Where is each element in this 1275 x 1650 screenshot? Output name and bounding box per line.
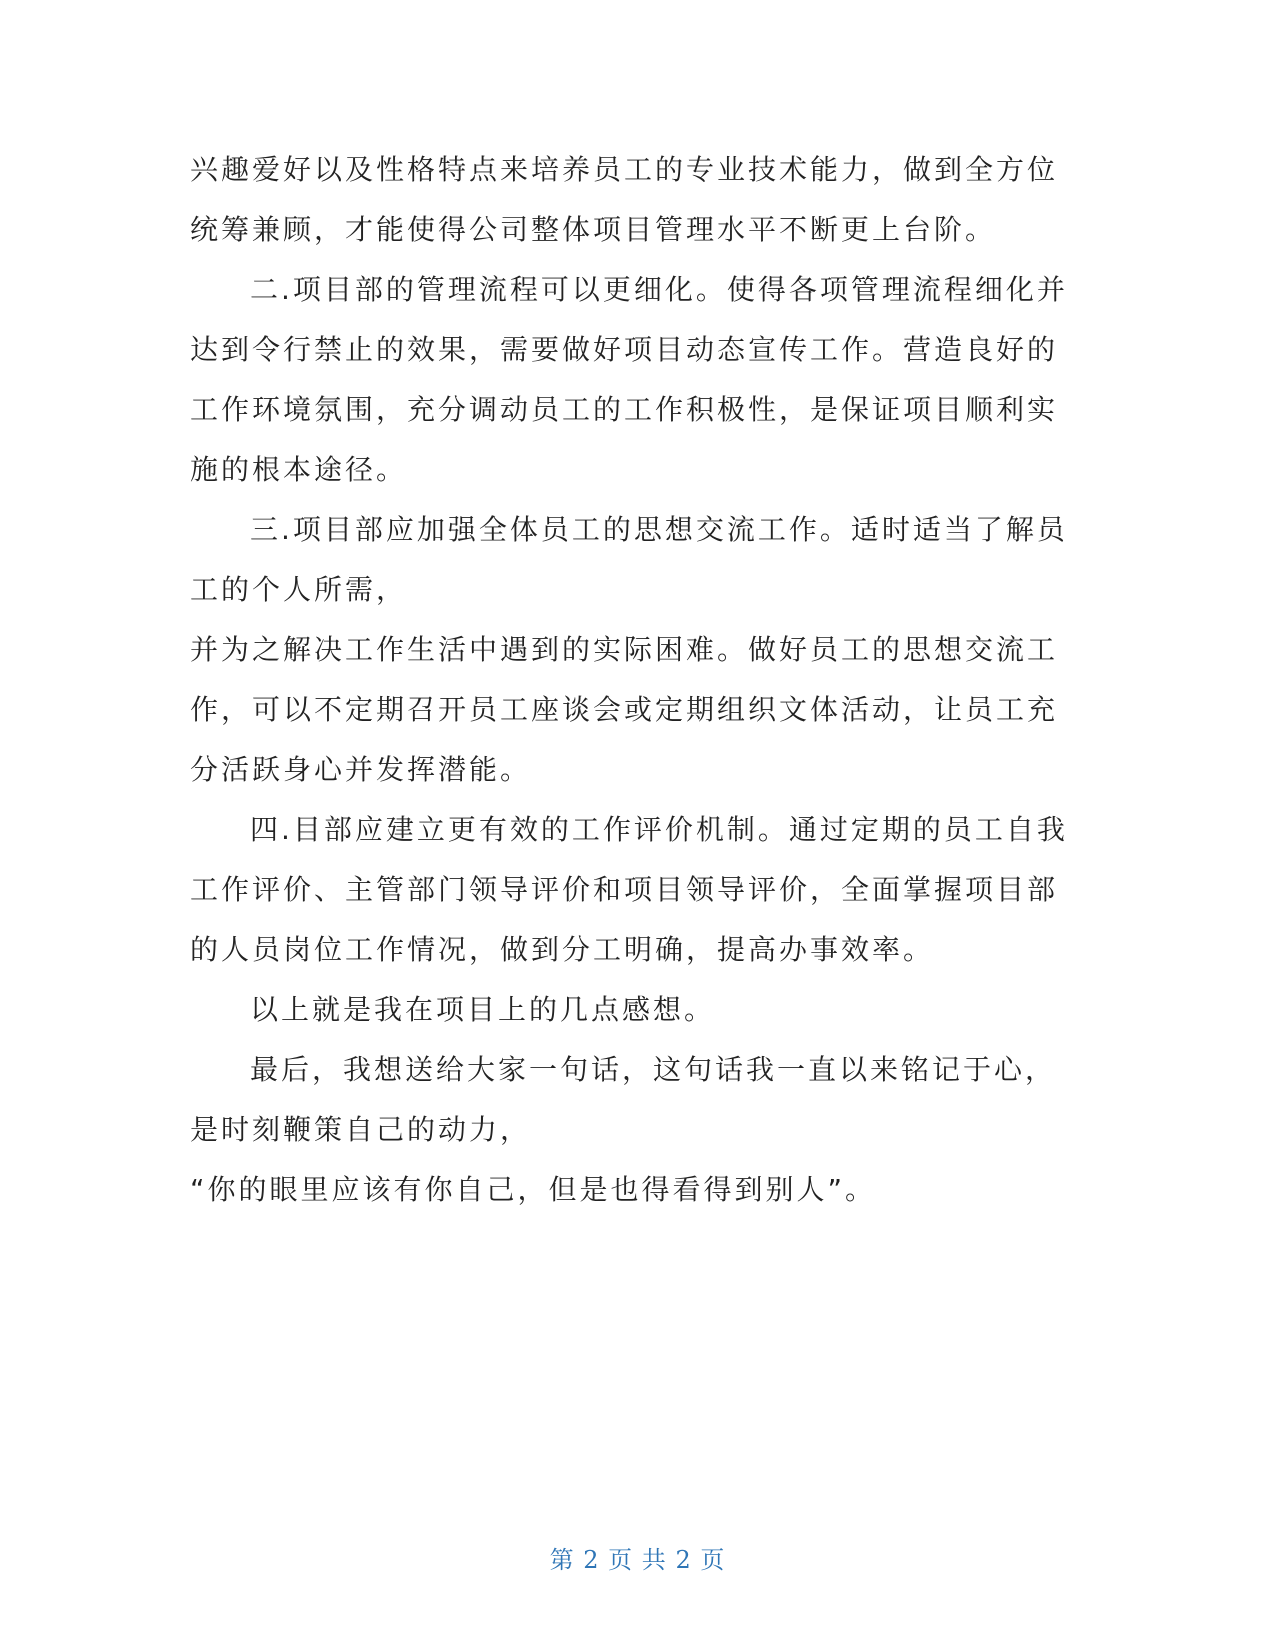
paragraph-start-line: 四.目部应建立更有效的工作评价机制。通过定期的员工自我 (250, 813, 1068, 846)
text-line: 施的根本途径。 (190, 453, 408, 486)
paragraph-start-line: 最后，我想送给大家一句话，这句话我一直以来铭记于心， (250, 1053, 1057, 1086)
text-line: 兴趣爱好以及性格特点来培养员工的专业技术能力，做到全方位 (190, 153, 1059, 186)
quote-line: “你的眼里应该有你自己，但是也得看得到别人”。 (190, 1173, 877, 1206)
text-line: 并为之解决工作生活中遇到的实际困难。做好员工的思想交流工 (190, 633, 1059, 666)
paragraph-start-line: 三.项目部应加强全体员工的思想交流工作。适时适当了解员 (250, 513, 1068, 546)
document-body (190, 140, 1090, 1220)
page-number-footer: 第 2 页 共 2 页 (549, 1546, 726, 1574)
text-line: 的人员岗位工作情况，做到分工明确，提高办事效率。 (190, 933, 935, 966)
text-line: 作，可以不定期召开员工座谈会或定期组织文体活动，让员工充 (190, 693, 1059, 726)
text-line: 分活跃身心并发挥潜能。 (190, 753, 532, 786)
text-line: 工的个人所需， (190, 573, 408, 606)
paragraph-start-line: 二.项目部的管理流程可以更细化。使得各项管理流程细化并 (250, 273, 1068, 306)
text-line: 是时刻鞭策自己的动力， (190, 1113, 532, 1146)
text-line: 工作评价、主管部门领导评价和项目领导评价，全面掌握项目部 (190, 873, 1059, 906)
text-line: 达到令行禁止的效果，需要做好项目动态宣传工作。营造良好的 (190, 333, 1059, 366)
paragraph-start-line: 以上就是我在项目上的几点感想。 (250, 993, 716, 1026)
text-line: 统筹兼顾，才能使得公司整体项目管理水平不断更上台阶。 (190, 213, 997, 246)
text-line: 工作环境氛围，充分调动员工的工作积极性，是保证项目顺利实 (190, 393, 1059, 426)
